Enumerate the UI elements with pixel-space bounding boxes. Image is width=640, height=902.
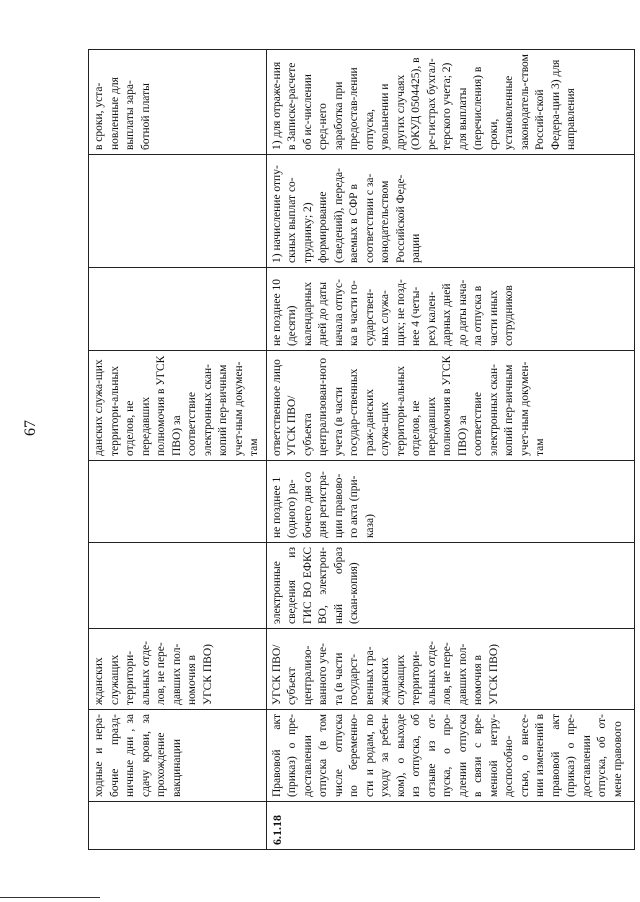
responsible-unit-cell: УГСК ПВО/субъект централизо-ванного уче-та (в части государст-венных гра-жданских служащих территори-альных отде-лов, не пере-давших пол-номочия в УГСК ПВО) [266, 629, 634, 710]
purpose-cell: в сроки, уста-новленные для выплаты зара-ботной платы [89, 50, 267, 155]
responsible-person-cell: ответственное лицо УГСК ПВО/субъекта централизован-ного учета (в части государ-ственных граж-данских служа-щих территори-альных отделов, не передавших полномочия в УГСК ПВО) за соответствие электронных скан-копий пер-вичным учет-ным докумен-там [266, 351, 634, 461]
table-row [89, 50, 267, 850]
document-form-cell: электронные сведения из ГИС ВО ЕФКС ВО, электрон-ный образ (скан-копия) [266, 543, 634, 629]
submission-deadline-cell [89, 461, 267, 543]
processing-deadline-cell: не позднее 10 (десяти) календарных дней до даты начала отпус-ка в части го-сударствен-ных служа-щих; не позд-нее 4 (четы-рех) кален-дарных дней до даты нача-ла отпуска в части иных сотрудников [266, 268, 634, 351]
responsible-person-cell: данских служа-щих территори-альных отделов, не передавших полномочия в УГСК ПВО) за соответствие электронных скан-копий пер-вичным учет-ным докумен-там [89, 351, 267, 461]
table-row [266, 50, 634, 850]
document-form-cell [89, 543, 267, 629]
page-number: 67 [22, 420, 39, 436]
responsible-unit-cell: жданских служащих территори-альных отде-лов, не пере-давших пол-номочия в УГСК ПВО) [89, 629, 267, 710]
processing-deadline-cell [89, 268, 267, 351]
document-table [88, 49, 635, 850]
document-name-cell: ходные и нера-бочие празд-ничные дни , за сдачу крови, за прохождение вакцинации [89, 710, 267, 802]
rotated-table-wrapper [88, 50, 624, 850]
row-number-cell [89, 802, 267, 850]
document-table-area [88, 50, 624, 850]
submission-deadline-cell: не позднее 1 (одного) ра-бочего дня со дня регистра-ции правово-го акта (при-каза) [266, 461, 634, 543]
action-cell [89, 155, 267, 268]
document-name-cell: Правовой акт (приказ) о пре-доставлении отпуска (в том числе отпуска по беременно-сти и родам, по уходу за ребен-ком), о выходе из отпуска, об отзыве из от-пуска, о про-длении отпуска в связи с вре-менной нетру-доспособно-стью, о внесе-нии изменений в правовой акт (приказ) о пре-доставлении отпуска, об от-мене правового [266, 710, 634, 802]
footer-rule [0, 897, 100, 898]
row-number-cell: 6.1.18 [266, 802, 634, 850]
action-cell: 1) начисление отпу-скных выплат со-труднику; 2) формирование (сведений), переда-ваемых в СФР в соответствии с за-конодательством Российской Феде-рации [266, 155, 634, 268]
purpose-cell: 1) для отраже-ния в Записке-расчете об ис-числении сред-него заработка при предостав-лении отпуска, увольнении и других случаях (ОКУД 0504425), в ре-гистрах бухгал-терского учета; 2) для выплаты (перечисления) в сроки, установленные законодатель-ством Россий-ской Федера-ции 3) для направления [266, 50, 634, 155]
